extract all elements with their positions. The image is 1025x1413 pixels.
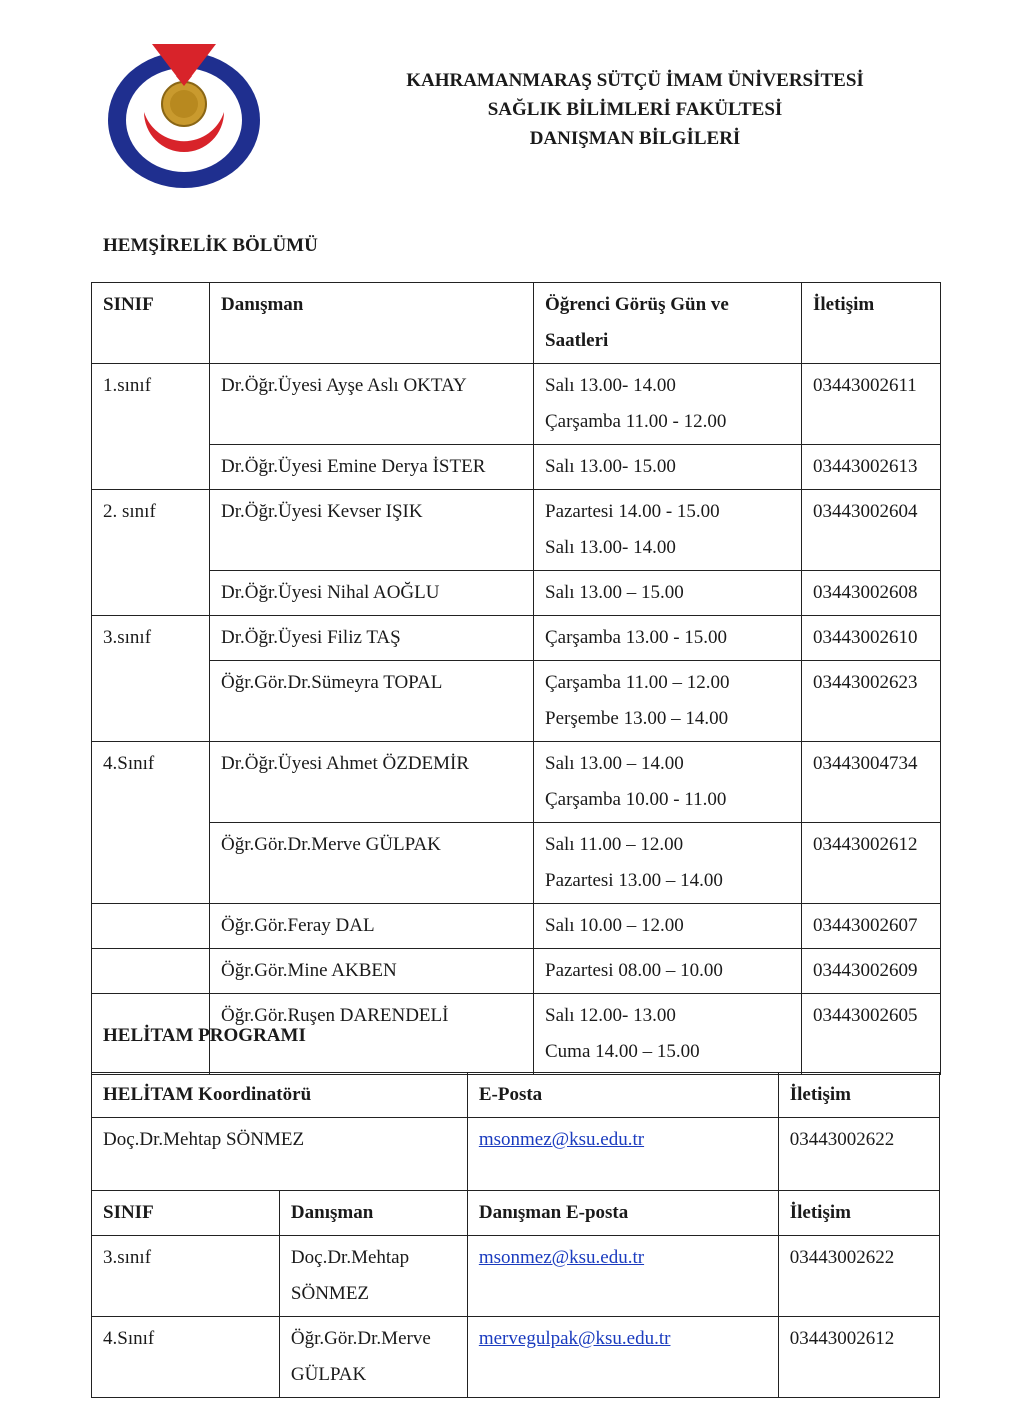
- cell-saat: [534, 571, 802, 616]
- cell-tel: 03443004734: [802, 742, 941, 823]
- col-header-gorus: [534, 283, 802, 364]
- saat-line: Pazartesi 14.00 - 15.00: [545, 501, 720, 522]
- saat-line: Salı 13.00- 14.00: [545, 375, 676, 396]
- cell-coordinator-name: Doç.Dr.Mehtap SÖNMEZ: [92, 1118, 468, 1191]
- cell-sinif: [92, 904, 210, 949]
- saat-line: Salı 11.00 – 12.00: [545, 834, 684, 855]
- cell-saat: [534, 364, 802, 445]
- cell-sinif: 3.sınıf: [92, 1236, 280, 1317]
- cell-sinif: 4.Sınıf: [92, 742, 210, 904]
- cell-tel: 03443002610: [802, 616, 941, 661]
- advisor-table-hemsirelik: [91, 282, 941, 1075]
- cell-sinif: 2. sınıf: [92, 490, 210, 616]
- cell-tel: 03443002607: [802, 904, 941, 949]
- cell-tel: 03443002608: [802, 571, 941, 616]
- saat-line: Pazartesi 13.00 – 14.00: [545, 870, 723, 891]
- cell-danisman: Öğr.Gör.Ruşen DARENDELİ: [210, 994, 534, 1075]
- col-header-iletisim: İletişim: [778, 1191, 939, 1236]
- cell-danisman: Öğr.Gör.Mine AKBEN: [210, 949, 534, 994]
- advisor-header-row: [92, 1191, 940, 1236]
- saat-line: Cuma 14.00 – 15.00: [545, 1041, 700, 1062]
- cell-saat: [534, 949, 802, 994]
- cell-coordinator-tel: 03443002622: [778, 1118, 939, 1191]
- cell-danisman: Öğr.Gör.Dr.Merve GÜLPAK: [279, 1317, 467, 1398]
- cell-danisman: Doç.Dr.Mehtap SÖNMEZ: [279, 1236, 467, 1317]
- email-link[interactable]: msonmez@ksu.edu.tr: [478, 1129, 645, 1150]
- cell-saat: [534, 445, 802, 490]
- cell-tel: 03443002612: [802, 823, 941, 904]
- saat-line: Salı 13.00 – 15.00: [545, 582, 684, 603]
- cell-sinif: [92, 949, 210, 994]
- cell-sinif: 4.Sınıf: [92, 1317, 280, 1398]
- table-row: [92, 904, 941, 949]
- cell-tel: 03443002605: [802, 994, 941, 1075]
- saat-line: Çarşamba 13.00 - 15.00: [545, 627, 728, 648]
- saat-line: Salı 13.00- 15.00: [545, 456, 676, 477]
- coordinator-row: [92, 1118, 940, 1191]
- col-header-iletisim: İletişim: [802, 283, 941, 364]
- col-header-eposta: E-Posta: [467, 1073, 778, 1118]
- cell-saat: [534, 994, 802, 1075]
- table-row: [92, 616, 941, 661]
- cell-saat: [534, 616, 802, 661]
- cell-danisman: Dr.Öğr.Üyesi Ayşe Aslı OKTAY: [210, 364, 534, 445]
- cell-sinif: 3.sınıf: [92, 616, 210, 742]
- cell-danisman: Öğr.Gör.Feray DAL: [210, 904, 534, 949]
- cell-tel: 03443002623: [802, 661, 941, 742]
- cell-tel: 03443002609: [802, 949, 941, 994]
- cell-saat: [534, 904, 802, 949]
- cell-saat: [534, 661, 802, 742]
- cell-tel: 03443002612: [778, 1317, 939, 1398]
- cell-danisman: Dr.Öğr.Üyesi Ahmet ÖZDEMİR: [210, 742, 534, 823]
- cell-coordinator-email: [467, 1118, 778, 1191]
- cell-sinif: 1.sınıf: [92, 364, 210, 490]
- header-university: KAHRAMANMARAŞ SÜTÇÜ İMAM ÜNİVERSİTESİ: [406, 70, 864, 91]
- saat-line: Salı 13.00 – 14.00: [545, 753, 684, 774]
- table-row: [92, 742, 941, 823]
- advisor-table-helitam: [91, 1072, 940, 1398]
- saat-line: Çarşamba 11.00 - 12.00: [545, 411, 727, 432]
- email-link[interactable]: mervegulpak@ksu.edu.tr: [478, 1328, 671, 1349]
- col-header-danisman-eposta: Danışman E-posta: [467, 1191, 778, 1236]
- table-row: [92, 445, 941, 490]
- university-logo: [104, 42, 264, 192]
- cell-saat: [534, 490, 802, 571]
- saat-line: Çarşamba 10.00 - 11.00: [545, 789, 727, 810]
- table-row: [92, 1236, 940, 1317]
- document-header: [340, 66, 930, 153]
- cell-danisman: Öğr.Gör.Dr.Merve GÜLPAK: [210, 823, 534, 904]
- col-header-gorus-line1: Öğrenci Görüş Gün ve: [545, 294, 729, 315]
- cell-saat: [534, 742, 802, 823]
- col-header-gorus-line2: Saatleri: [545, 330, 609, 351]
- col-header-danisman: Danışman: [279, 1191, 467, 1236]
- coordinator-header-row: [92, 1073, 940, 1118]
- col-header-danisman: Danışman: [210, 283, 534, 364]
- table-header-row: [92, 283, 941, 364]
- saat-line: Salı 12.00- 13.00: [545, 1005, 676, 1026]
- saat-line: Salı 13.00- 14.00: [545, 537, 676, 558]
- cell-danisman: Öğr.Gör.Dr.Sümeyra TOPAL: [210, 661, 534, 742]
- col-header-sinif: SINIF: [92, 1191, 280, 1236]
- table-row: [92, 571, 941, 616]
- cell-email: [467, 1317, 778, 1398]
- cell-tel: 03443002611: [802, 364, 941, 445]
- col-header-iletisim: İletişim: [778, 1073, 939, 1118]
- header-title: DANIŞMAN BİLGİLERİ: [529, 128, 741, 149]
- saat-line: Pazartesi 08.00 – 10.00: [545, 960, 723, 981]
- university-seal-icon: [104, 42, 264, 192]
- section-title-hemsirelik: HEMŞİRELİK BÖLÜMÜ: [103, 235, 318, 256]
- table-row: [92, 364, 941, 445]
- cell-danisman: Dr.Öğr.Üyesi Nihal AOĞLU: [210, 571, 534, 616]
- table-row: [92, 1317, 940, 1398]
- cell-email: [467, 1236, 778, 1317]
- cell-danisman: Dr.Öğr.Üyesi Filiz TAŞ: [210, 616, 534, 661]
- saat-line: Perşembe 13.00 – 14.00: [545, 708, 729, 729]
- email-link[interactable]: msonmez@ksu.edu.tr: [478, 1247, 645, 1268]
- table-row: [92, 661, 941, 742]
- table-row: [92, 490, 941, 571]
- saat-line: Salı 10.00 – 12.00: [545, 915, 684, 936]
- saat-line: Çarşamba 11.00 – 12.00: [545, 672, 730, 693]
- cell-tel: 03443002604: [802, 490, 941, 571]
- col-header-koordinator: HELİTAM Koordinatörü: [92, 1073, 468, 1118]
- section-title-helitam: HELİTAM PROGRAMI: [103, 1025, 306, 1046]
- cell-danisman: Dr.Öğr.Üyesi Emine Derya İSTER: [210, 445, 534, 490]
- table-row: [92, 823, 941, 904]
- table-row: [92, 949, 941, 994]
- cell-saat: [534, 823, 802, 904]
- cell-tel: 03443002622: [778, 1236, 939, 1317]
- cell-tel: 03443002613: [802, 445, 941, 490]
- header-faculty: SAĞLIK BİLİMLERİ FAKÜLTESİ: [487, 99, 783, 120]
- col-header-sinif: SINIF: [92, 283, 210, 364]
- cell-danisman: Dr.Öğr.Üyesi Kevser IŞIK: [210, 490, 534, 571]
